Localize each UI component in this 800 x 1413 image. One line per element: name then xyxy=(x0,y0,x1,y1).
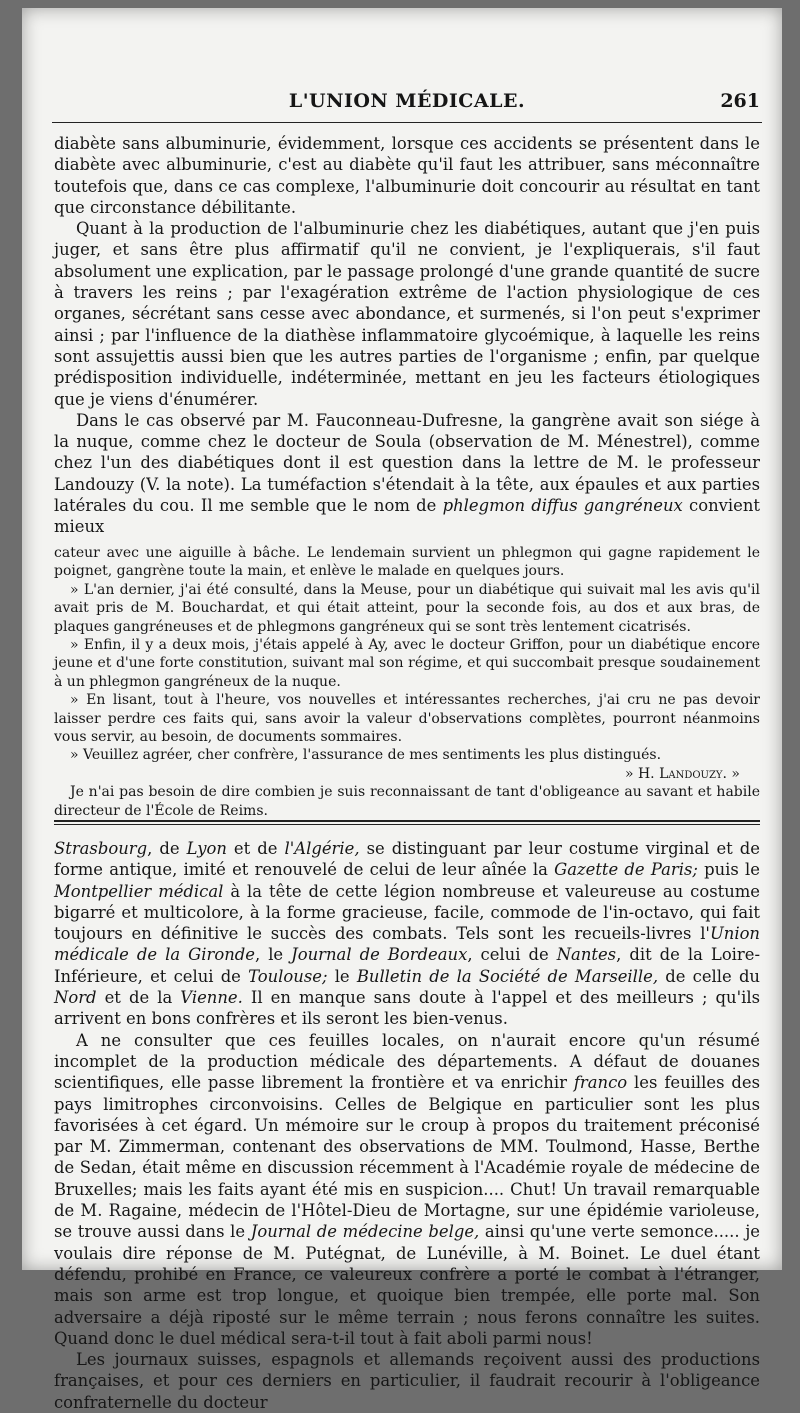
p1-run: puis le xyxy=(697,860,760,880)
paragraph-3-italic: phlegmon diffus gangréneux xyxy=(442,496,683,516)
p1-run: Il en manque sans doute à l'appel et des meilleurs ; qu'ils arrivent en bons confrères et ils seront les bien-venus. xyxy=(54,988,760,1029)
footnote-letter xyxy=(54,544,760,820)
p1-run: Journal de Bordeaux xyxy=(291,945,468,965)
p2-run: Journal de médecine belge, xyxy=(250,1222,480,1242)
paragraph-3-end: convient mieux xyxy=(54,496,760,537)
p1-run: Montpellier médical xyxy=(54,881,224,901)
p1-run: se distinguant par leur costume virginal et de forme antique, imité et renouvelé de celui de leur aînée la xyxy=(54,839,761,880)
p1-run: , le xyxy=(254,945,292,965)
p1-run: Nord xyxy=(54,988,97,1008)
paragraph-1: diabète sans albuminurie, évidemment, lorsque ces accidents se présentent dans le diabète avec albuminurie, c'est au diabète qu'il faut les attribuer, sans méconnaître toutefois que, dans ce cas complexe, l'albuminurie doit concourir au résultat en tant que circonstance débilitante. xyxy=(54,134,760,217)
p1-run: l'Algérie, xyxy=(284,839,360,858)
page-number: 261 xyxy=(720,90,760,112)
p1-run: de celle du xyxy=(658,966,760,986)
main-text-top xyxy=(54,133,760,538)
p2-run: ainsi qu'une verte semonce..... je voulais dire réponse de M. Putégnat, de Lunéville, à M. Boinet. Le duel étant défendu, prohibé en France, ce valeureux confrère a porté le combat à l'étranger, mais son arme est trop longue, et quoique bien trempée, elle porte mal. Son adversaire a déjà riposté sur le même terrain ; nous ferons connaître les suites. Quand donc le duel médical sera-t-il tout à fait aboli parmi nous! xyxy=(54,1222,760,1348)
p1-run: Strasbourg xyxy=(54,839,148,858)
note-after: Je n'ai pas besoin de dire combien je suis reconnaissant de tant d'obligeance au savant et habile directeur de l'École de Reims. xyxy=(54,784,760,819)
p1-run: et de xyxy=(226,839,285,858)
running-header xyxy=(52,88,762,123)
note-line-5: » Veuillez agréer, cher confrère, l'assurance de mes sentiments les plus distingués. xyxy=(70,747,662,764)
p2-run: A ne consulter que ces feuilles locales, on n'aurait encore qu'un résumé incomplet de la production médicale des départements. A défaut de douanes scientifiques, elle passe librement la frontière et va enrichir xyxy=(54,1030,760,1093)
p1-run: Union médicale de la Gironde xyxy=(54,924,760,965)
p1-run: Bulletin de la Société de Marseille, xyxy=(356,966,659,986)
p1-run: Toulouse; xyxy=(248,966,328,986)
p1-run: le xyxy=(327,966,357,986)
paragraph-2: Quant à la production de l'albuminurie chez les diabétiques, autant que j'en puis juger, et sans être plus affirmatif qu'il ne convient, je l'expliquerais, s'il faut absolument une explication, par le passage prolongé d'une grande quantité de sucre à travers les reins ; par l'exagération extrême de l'action physiologique de ces organes, sécrétant sans cesse avec abondance, et surmenés, si l'on peut s'exprimer ainsi ; par l'influence de la diathèse inflammatoire glycoémique, à laquelle les reins sont assujettis aussi bien que les autres parties de l'organisme ; enfin, par quelque prédisposition individuelle, indéterminée, mettant en jeu les facteurs étiologiques que je viens d'énumérer. xyxy=(54,219,760,409)
main-text-bottom xyxy=(54,838,760,1413)
bottom-paragraph-2 xyxy=(54,1030,760,1349)
p1-run: Lyon xyxy=(186,839,227,858)
paragraph-3 xyxy=(54,410,760,538)
note-line-3: » Enfin, il y a deux mois, j'étais appelé à Ay, avec le docteur Griffon, pour un diabétique encore jeune et d'une forte constitution, suivant mal son régime, et qui succombait presque soudainement à un phlegmon gangréneux de la nuque. xyxy=(54,637,760,690)
paragraph-3-text: Dans le cas observé par M. Fauconneau-Dufresne, la gangrène avait son siége à la nuque, comme chez le docteur de Soula (observation de M. Ménestrel), comme chez l'un des diabétiques dont il est question dans la lettre de M. le professeur Landouzy (V. la note). La tuméfaction s'étendait à la tête, aux épaules et aux parties latérales du cou. Il me semble que le nom de xyxy=(54,410,760,516)
note-signature: » H. Landouzy. » xyxy=(624,765,740,782)
p2-run: les feuilles des pays limitrophes circonvoisins. Celles de Belgique en particulier sont les plus favorisées à cet égard. Un mémoire sur le croup à propos du traitement préconisé par M. Zimmerman, contenant des observations de MM. Toulmond, Hasse, Berthe de Sedan, était même en discussion récemment à l'Académie royale de médecine de Bruxelles; mais les faits ayant été mis en suspicion.... Chut! Un travail remarquable de M. Ragaine, médecin de l'Hôtel-Dieu de Mortagne, sur une épidémie varioleuse, se trouve aussi dans le xyxy=(54,1073,760,1242)
section-divider xyxy=(54,820,760,825)
p1-run: à la tête de cette légion nombreuse et valeureuse au costume bigarré et multicolore, à la forme gracieuse, facile, commode de l'in-octavo, qui fait toujours en définitive le succès des combats. Tels sont les recueils-livres l' xyxy=(54,881,760,944)
p1-run: , celui de xyxy=(467,945,557,965)
p1-run: , dit de la Loire-Inférieure, et celui de xyxy=(54,945,760,986)
book-page xyxy=(22,8,782,1412)
p1-run: , de xyxy=(147,839,187,858)
bottom-paragraph-1 xyxy=(54,838,760,1030)
note-line-4: » En lisant, tout à l'heure, vos nouvelles et intéressantes recherches, j'ai cru ne pas devoir laisser perdre ces faits qui, sans avoir la valeur d'observations complètes, pourront néanmoins vous servir, au besoin, de documents sommaires. xyxy=(54,692,760,746)
running-title: L'UNION MÉDICALE. xyxy=(288,90,526,112)
bottom-paragraph-3: Les journaux suisses, espagnols et allemands reçoivent aussi des productions françaises, et pour ces derniers en particulier, il faudrait recourir à l'obligeance confraternelle du docteur xyxy=(54,1350,760,1412)
p1-run: Nantes xyxy=(556,945,617,965)
note-line-1: cateur avec une aiguille à bâche. Le lendemain survient un phlegmon qui gagne rapidement le poignet, gangrène toute la main, et enlève le malade en quelques jours. xyxy=(54,545,760,580)
p2-run: franco xyxy=(573,1073,628,1093)
p1-run: Vienne. xyxy=(180,988,243,1008)
note-line-2: » L'an dernier, j'ai été consulté, dans la Meuse, pour un diabétique qui suivait mal les avis qu'il avait pris de M. Bouchardat, et qui était atteint, pour la seconde fois, au dos et aux bras, de plaques gangréneuses et de phlegmons gangréneux qui se sont très lentement cicatrisés. xyxy=(54,581,760,635)
p1-run: Gazette de Paris; xyxy=(554,860,698,880)
p1-run: et de la xyxy=(96,988,181,1008)
